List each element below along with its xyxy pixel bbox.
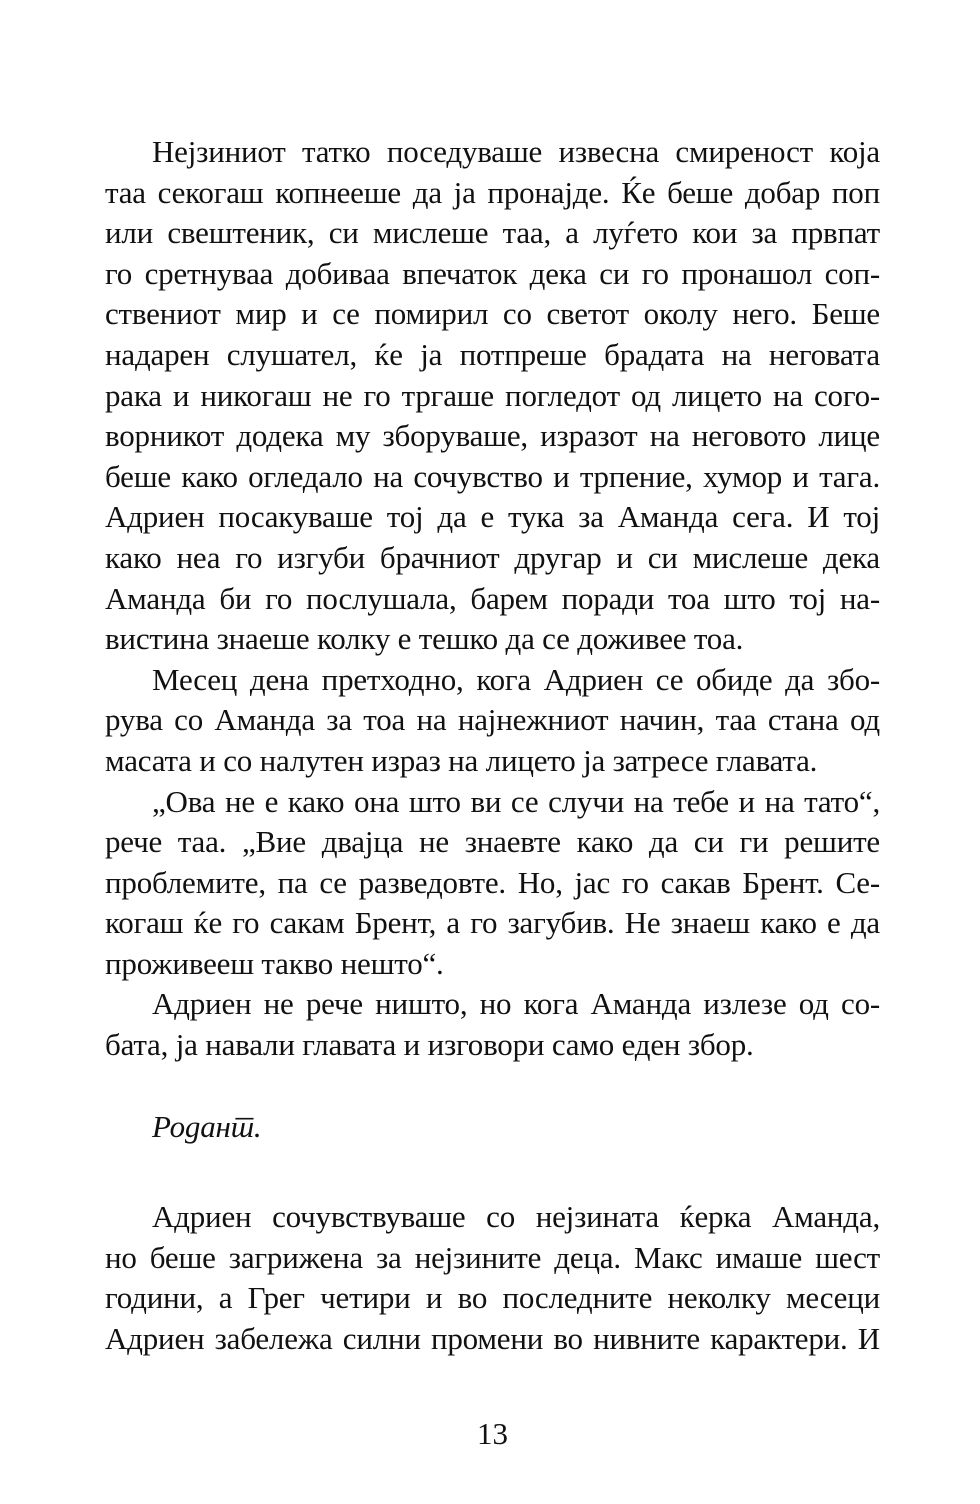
- text-line: рака и никогаш не го тргаше погледот од лицето на сого-: [105, 377, 880, 413]
- text-line: Родант.: [152, 1108, 262, 1144]
- page-number: 13: [477, 1415, 508, 1451]
- page-footer: [105, 1414, 880, 1454]
- text-line: или свештеник, си мислеше таа, а луѓето кои за првпат: [105, 215, 880, 251]
- text-line: проблемите, па се разведовте. Но, јас го сакав Брент. Се-: [105, 864, 880, 900]
- text-line: рува со Аманда за тоа на најнежниот начин, таа стана од: [105, 702, 880, 738]
- text-line: но беше загрижена за нејзините деца. Макс имаше шест: [105, 1239, 880, 1275]
- text-line: ствениот мир и се помирил со светот околу него. Беше: [105, 296, 880, 332]
- text-line: Нејзиниот татко поседуваше извесна смиреност која: [152, 134, 880, 169]
- text-line: проживееш такво нешто“.: [105, 945, 444, 981]
- text-line: години, а Грег четири и во последните неколку месеци: [105, 1280, 880, 1316]
- standalone-word-paragraph: [105, 1107, 880, 1148]
- text-line: Адриен не рече ништо, но кога Аманда излезе од со-: [152, 986, 880, 1022]
- text-line: надарен слушател, ќе ја потпреше брадата на неговата: [105, 336, 880, 372]
- body-paragraph: [105, 1197, 880, 1359]
- text-line: го сретнуваа добиваа впечаток дека си го пронашол соп-: [105, 255, 880, 291]
- body-paragraph: [105, 660, 880, 782]
- text-line: когаш ќе го сакам Брент, а го загубив. Не знаеш како е да: [105, 905, 880, 941]
- body-paragraph: [105, 984, 880, 1065]
- text-line: како неа го изгуби брачниот другар и си мислеше дека: [105, 539, 880, 575]
- body-paragraph: [105, 132, 880, 660]
- text-block: [105, 132, 880, 1360]
- text-line: таа секогаш копнееше да ја пронајде. Ќе беше добар поп: [105, 174, 880, 210]
- text-line: Аманда би го послушала, барем поради тоа што тој на-: [105, 580, 880, 616]
- text-line: Адриен посакуваше тој да е тука за Аманда сега. И тој: [105, 499, 880, 535]
- text-line: бата, ја навали главата и изговори само еден збор.: [105, 1027, 754, 1063]
- text-line: масата и со налутен израз на лицето ја затресе главата.: [105, 742, 818, 778]
- text-line: Адриен забележа силни промени во нивните карактери. И: [105, 1321, 880, 1357]
- text-line: „Ова не е како она што ви се случи на тебе и на тато“,: [152, 783, 880, 819]
- text-line: беше како огледало на сочувство и трпение, хумор и тага.: [105, 458, 880, 494]
- body-paragraph: [105, 782, 880, 985]
- text-line: ворникот додека му зборуваше, изразот на неговото лице: [105, 418, 880, 454]
- text-line: Месец дена претходно, кога Адриен се обиде да збо-: [152, 661, 880, 697]
- text-line: Адриен сочувствуваше со нејзината ќерка Аманда,: [152, 1199, 880, 1235]
- text-line: вистина знаеше колку е тешко да се доживее тоа.: [105, 621, 744, 657]
- text-line: рече таа. „Вие двајца не знаевте како да си ги решите: [105, 824, 880, 860]
